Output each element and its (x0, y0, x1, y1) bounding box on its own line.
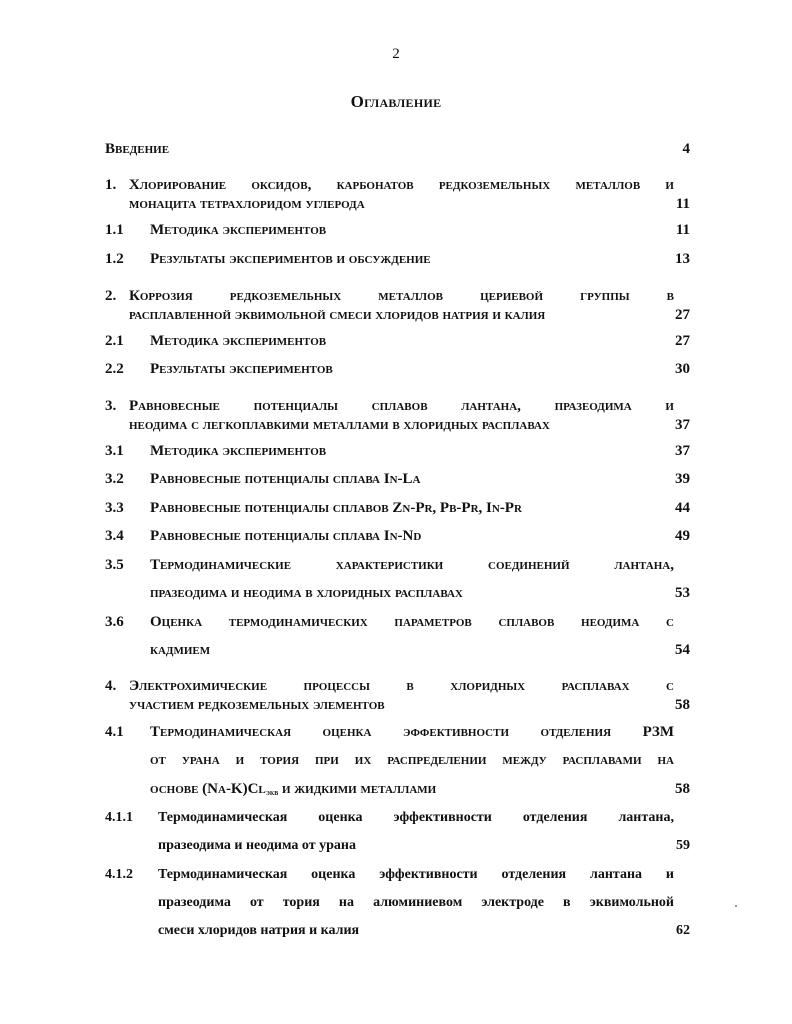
entry-page: 62 (676, 923, 690, 938)
entry-line: кадмием (150, 642, 211, 658)
entry-page: 53 (675, 585, 690, 601)
entry-line: Термодинамические характеристики соединений лантана, (150, 557, 674, 573)
entry-line: Термодинамическая оценка эффективности отделения РЗМ (150, 724, 674, 740)
entry-number: 4.1 (105, 724, 124, 740)
entry-page: 11 (675, 196, 690, 212)
entry-label: Методика экспериментов (150, 222, 327, 238)
entry-line: Термодинамическая оценка эффективности отделения лантана и (158, 867, 674, 882)
entry-line: смеси хлоридов натрия и калия (158, 923, 360, 938)
entry-line: празеодима и неодима в хлоридных расплавах (150, 585, 463, 601)
entry-number: 2. (105, 288, 117, 304)
entry-number: 3.2 (105, 471, 124, 487)
entry-page: 39 (675, 471, 690, 487)
entry-number: 2.2 (105, 361, 124, 377)
entry-label: Равновесные потенциалы сплава In-Nd (150, 528, 422, 544)
entry-label: Результаты экспериментов и обсуждение (150, 251, 431, 267)
entry-line (150, 781, 436, 798)
entry-line-subscript: экв (265, 787, 279, 797)
entry-line: празеодима от тория на алюминиевом электроде в эквимольной (158, 895, 674, 910)
entry-line: Оценка термодинамических параметров сплавов неодима с (150, 614, 674, 630)
entry-label: Методика экспериментов (150, 443, 327, 459)
entry-line: Равновесные потенциалы сплавов лантана, празеодима и (129, 398, 674, 414)
toc-title: Оглавление (350, 92, 442, 111)
entry-page: 27 (675, 333, 690, 349)
entry-number: 3.4 (105, 528, 124, 544)
entry-line: Коррозия редкоземельных металлов цериевой группы в (129, 288, 674, 304)
entry-label: Методика экспериментов (150, 333, 327, 349)
entry-label: Равновесные потенциалы сплава In-La (150, 471, 421, 487)
entry-number: 1. (105, 177, 117, 193)
entry-label: Равновесные потенциалы сплавов Zn-Pr, Pb-Pr, In-Pr (150, 500, 522, 516)
entry-line: Хлорирование оксидов, карбонатов редкоземельных металлов и (129, 177, 674, 193)
entry-page: 13 (675, 251, 690, 267)
entry-number: 3.6 (105, 614, 124, 630)
entry-line: празеодима и неодима от урана (158, 838, 356, 853)
entry-page: 4 (682, 141, 690, 157)
entry-number: 2.1 (105, 333, 124, 349)
entry-number: 3. (105, 398, 117, 414)
entry-page: 58 (675, 697, 690, 713)
entry-page: 59 (676, 838, 690, 853)
entry-line: участием редкоземельных элементов (129, 697, 385, 713)
scan-speck (735, 905, 737, 907)
entry-page: 58 (675, 781, 690, 797)
page-number: 2 (392, 46, 400, 62)
entry-number: 1.1 (105, 222, 124, 238)
entry-page: 30 (675, 361, 690, 377)
entry-label: Введение (105, 141, 170, 157)
entry-line: неодима с легкоплавкими металлами в хлоридных расплавах (129, 417, 550, 433)
entry-line: от урана и тория при их распределении между расплавами на (150, 752, 674, 768)
entry-number: 1.2 (105, 251, 124, 267)
entry-number: 4.1.2 (105, 867, 133, 882)
entry-number: 3.1 (105, 443, 124, 459)
entry-page: 49 (675, 528, 690, 544)
entry-page: 54 (675, 642, 690, 658)
entry-number: 3.5 (105, 557, 124, 573)
entry-page: 37 (675, 443, 690, 459)
entry-page: 44 (675, 500, 690, 516)
entry-number: 4.1.1 (105, 810, 133, 825)
entry-number: 3.3 (105, 500, 124, 516)
entry-page: 37 (675, 417, 690, 433)
entry-number: 4. (105, 678, 117, 694)
entry-line-part: и жидкими металлами (278, 781, 437, 797)
entry-line: монацита тетрахлоридом углерода (129, 196, 365, 212)
entry-line: Термодинамическая оценка эффективности отделения лантана, (158, 810, 674, 825)
entry-line: расплавленной эквимольной смеси хлоридов натрия и калия (129, 307, 546, 323)
entry-page: 27 (675, 307, 690, 323)
entry-page: 11 (675, 222, 690, 238)
entry-line-part: основе (Na-K)Cl (150, 781, 266, 797)
entry-line: Электрохимические процессы в хлоридных расплавах с (129, 678, 674, 694)
entry-label: Результаты экспериментов (150, 361, 333, 377)
